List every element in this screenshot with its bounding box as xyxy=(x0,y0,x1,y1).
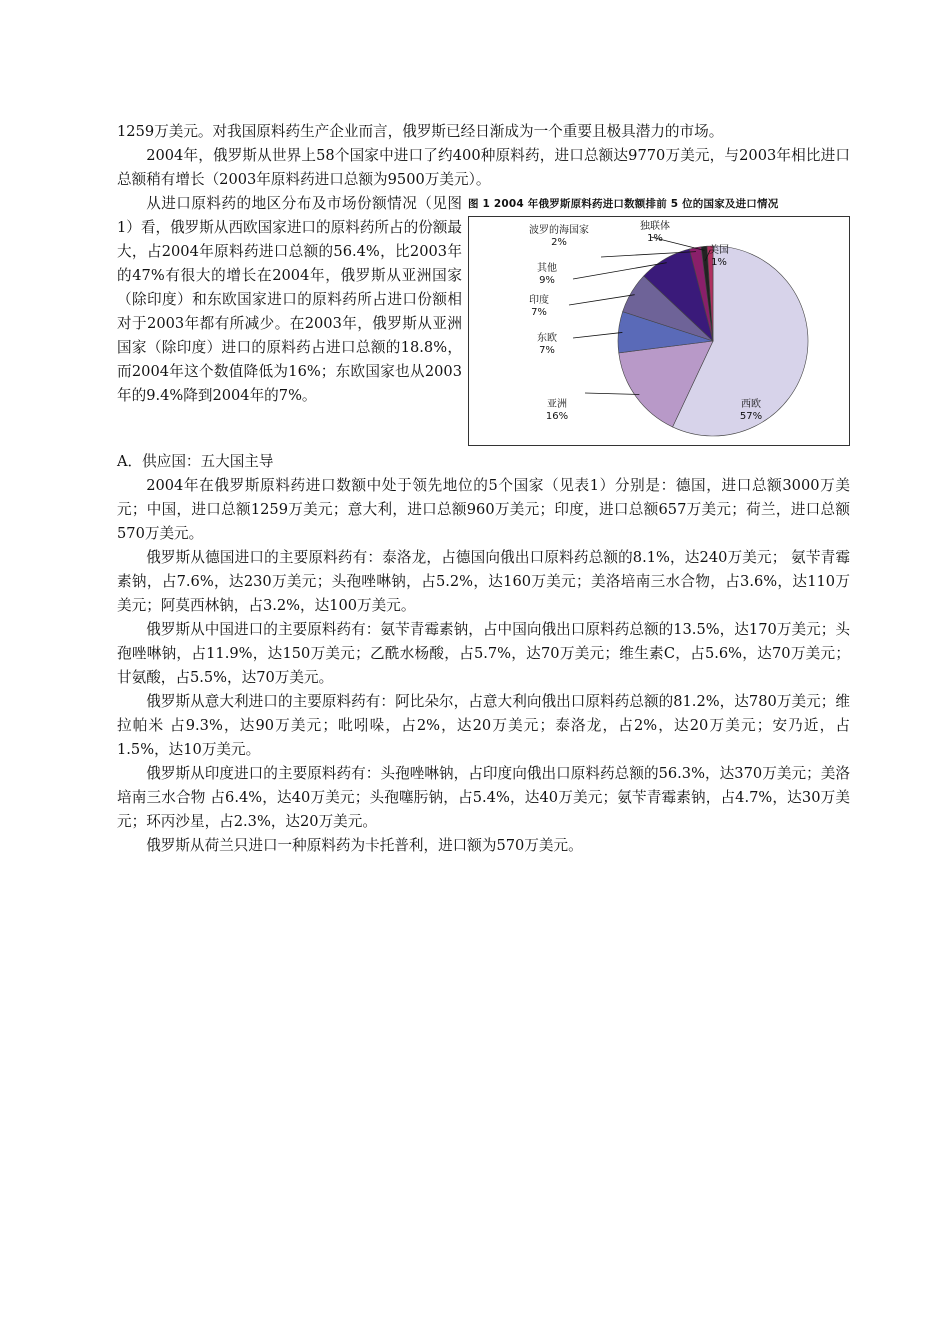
paragraph-5: 俄罗斯从德国进口的主要原料药有：泰洛龙，占德国向俄出口原料药总额的8.1%，达240万美元； 氨苄青霉素钠，占7.6%，达230万美元；头孢唑啉钠，占5.2%，达160万美元；美洛培南三水合物，占3.6%，达110万美元；阿莫西林钠，占3.2%，达100万美元。 xyxy=(117,549,850,614)
leader-line-4 xyxy=(569,295,635,305)
paragraph-7: 俄罗斯从意大利进口的主要原料药有：阿比朵尔，占意大利向俄出口原料药总额的81.2%，达780万美元；维拉帕米 占9.3%，达90万美元；吡吲哚，占2%，达20万美元；泰洛龙，占2%，达20万美元；安乃近，占1.5%，达10万美元。 xyxy=(117,693,850,758)
slice-label-1: 西欧 xyxy=(741,399,761,410)
slice-value-1: 57% xyxy=(739,411,763,422)
figure-title: 图 1 2004 年俄罗斯原料药进口数额排前 5 位的国家及进口情况 xyxy=(468,198,779,210)
slice-value-7: 1% xyxy=(647,233,663,244)
slice-label-8: 美国 xyxy=(709,245,729,256)
paragraph-1: 1259万美元。对我国原料药生产企业而言，俄罗斯已经日渐成为一个重要且极具潜力的市场。 xyxy=(117,123,724,140)
slice-label-7: 独联体 xyxy=(640,221,670,232)
slice-value-3: 7% xyxy=(539,345,555,356)
pie-chart xyxy=(469,217,849,443)
slice-label-6: 波罗的海国家 xyxy=(529,225,589,236)
slice-label-2: 亚洲 xyxy=(547,399,567,410)
paragraph-2: 2004年，俄罗斯从世界上58个国家中进口了约400种原料药，进口总额达9770万美元，与2003年相比进口总额稍有增长（2003年原料药进口总额为9500万美元）。 xyxy=(117,147,850,188)
paragraph-3: 从进口原料药的地区分布及市场份额情况（见图1）看，俄罗斯从西欧国家进口的原料药所占的份额最大，占2004年原料药进口总额的56.4%，比2003年的47%有很大的增长在2004年，俄罗斯从亚洲国家（除印度）和东欧国家进口的原料药所占进口份额相对于2003年都有所减少。在2003年，俄罗斯从亚洲国家（除印度）进口的原料药占进口总额的18.8%，而2004年这个数值降低为16%；东欧国家也从2003年的9.4%降到2004年的7%。 xyxy=(117,195,462,404)
slice-value-5: 9% xyxy=(539,275,555,286)
figure-1 xyxy=(468,192,850,446)
slice-label-5: 其他 xyxy=(537,263,557,274)
slice-label-4: 印度 xyxy=(529,295,549,306)
slice-value-4: 7% xyxy=(531,307,547,318)
section-heading-a: A．供应国：五大国主导 xyxy=(117,453,274,470)
slice-label-3: 东欧 xyxy=(537,333,557,344)
leader-line-3 xyxy=(573,332,622,338)
paragraph-4: 2004年在俄罗斯原料药进口数额中处于领先地位的5个国家（见表1）分别是：德国，进口总额3000万美元；中国，进口总额1259万美元；意大利，进口总额960万美元；印度，进口总额657万美元；荷兰，进口总额570万美元。 xyxy=(117,477,850,542)
paragraph-9: 俄罗斯从荷兰只进口一种原料药为卡托普利，进口额为570万美元。 xyxy=(146,837,583,854)
figure-section xyxy=(117,192,850,422)
slice-value-6: 2% xyxy=(551,237,567,248)
leader-line-2 xyxy=(585,393,639,394)
pie-chart-frame xyxy=(468,216,850,446)
paragraph-8: 俄罗斯从印度进口的主要原料药有：头孢唑啉钠，占印度向俄出口原料药总额的56.3%，达370万美元；美洛培南三水合物 占6.4%，达40万美元；头孢噻肟钠，占5.4%，达40万美元；氨苄青霉素钠，占4.7%，达30万美元；环丙沙星，占2.3%，达20万美元。 xyxy=(117,765,850,830)
paragraph-6: 俄罗斯从中国进口的主要原料药有：氨苄青霉素钠，占中国向俄出口原料药总额的13.5%，达170万美元；头孢唑啉钠，占11.9%，达150万美元；乙酰水杨酸，占5.7%，达70万美元；维生素C，占5.6%，达70万美元；甘氨酸，占5.5%，达70万美元。 xyxy=(117,621,850,686)
slice-value-2: 16% xyxy=(545,411,569,422)
slice-value-8: 1% xyxy=(711,257,727,268)
document-body xyxy=(117,120,850,858)
